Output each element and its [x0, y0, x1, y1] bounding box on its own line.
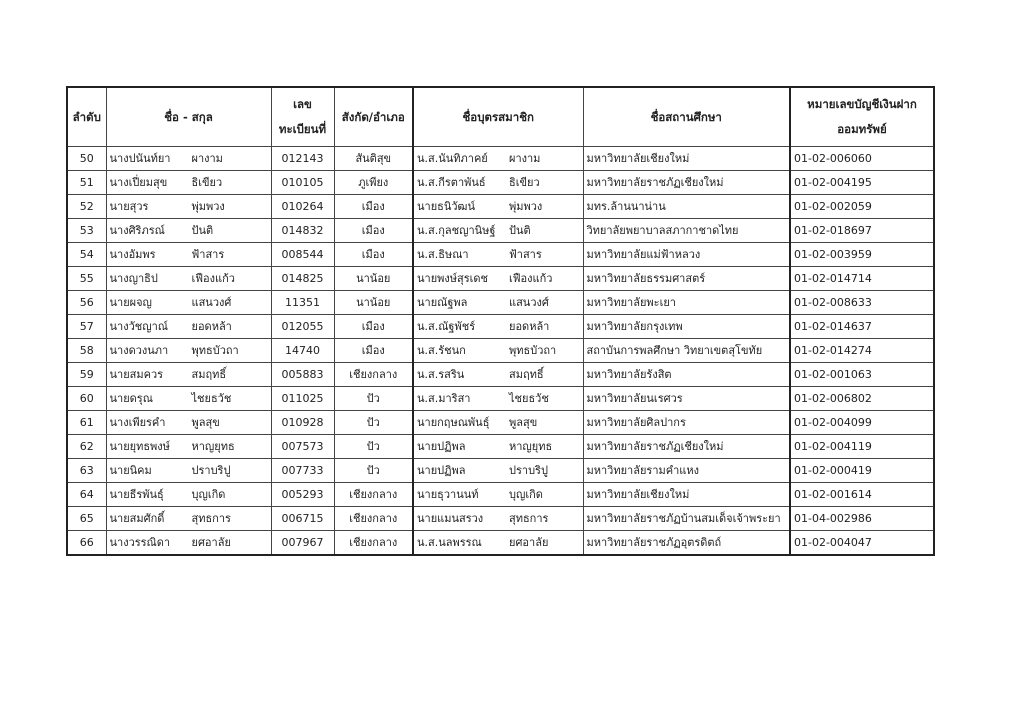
child-last-name: ปราบริปู	[509, 464, 548, 477]
child-last-name: ยอดหล้า	[509, 320, 550, 333]
cell-no: 66	[67, 531, 106, 556]
cell-account: 01-02-004195	[790, 171, 934, 195]
child-first-name: นายแมนสรวง	[417, 512, 484, 525]
cell-reg: 014825	[271, 267, 334, 291]
cell-reg: 007967	[271, 531, 334, 556]
cell-child	[413, 363, 583, 387]
member-first-name: นางศิริภรณ์	[109, 224, 165, 237]
member-last-name: ธิเขียว	[191, 176, 223, 189]
cell-account: 01-02-004099	[790, 411, 934, 435]
cell-no: 56	[67, 291, 106, 315]
cell-school: มหาวิทยาลัยศิลปากร	[583, 411, 790, 435]
cell-school: มหาวิทยาลัยเชียงใหม่	[583, 483, 790, 507]
cell-no: 62	[67, 435, 106, 459]
member-first-name: นางดวงนภา	[109, 344, 169, 357]
cell-school: มหาวิทยาลัยธรรมศาสตร์	[583, 267, 790, 291]
cell-account: 01-02-000419	[790, 459, 934, 483]
child-last-name: พุ่มพวง	[509, 200, 543, 213]
cell-account: 01-02-004119	[790, 435, 934, 459]
child-last-name: ฟ้าสาร	[509, 248, 542, 261]
member-first-name: นางเปี่ยมสุข	[109, 176, 168, 189]
cell-account: 01-02-001614	[790, 483, 934, 507]
member-first-name: นางวัชญาณ์	[109, 320, 168, 333]
member-first-name: นายนิคม	[109, 464, 152, 477]
table-row	[67, 411, 934, 435]
cell-district: เชียงกลาง	[334, 483, 413, 507]
cell-reg: 005293	[271, 483, 334, 507]
member-last-name: สมฤทธิ์	[191, 368, 227, 381]
member-first-name: นายธีรพันธุ์	[109, 488, 164, 501]
cell-reg: 007573	[271, 435, 334, 459]
cell-school: มหาวิทยาลัยพะเยา	[583, 291, 790, 315]
cell-no: 65	[67, 507, 106, 531]
cell-district: เมือง	[334, 195, 413, 219]
member-last-name: ยอดหล้า	[191, 320, 232, 333]
child-last-name: สมฤทธิ์	[509, 368, 544, 381]
cell-reg: 010105	[271, 171, 334, 195]
cell-child	[413, 507, 583, 531]
cell-child	[413, 411, 583, 435]
cell-account: 01-02-008633	[790, 291, 934, 315]
child-last-name: สุทธการ	[509, 512, 549, 525]
cell-child	[413, 435, 583, 459]
cell-name	[106, 291, 271, 315]
cell-child	[413, 459, 583, 483]
cell-reg: 008544	[271, 243, 334, 267]
cell-school: มหาวิทยาลัยแม่ฟ้าหลวง	[583, 243, 790, 267]
child-last-name: หาญยุทธ	[509, 440, 553, 453]
cell-name	[106, 459, 271, 483]
cell-no: 61	[67, 411, 106, 435]
member-last-name: แสนวงศ์	[191, 296, 232, 309]
cell-school: มหาวิทยาลัยรามคำแหง	[583, 459, 790, 483]
table-row	[67, 507, 934, 531]
table-row	[67, 291, 934, 315]
child-first-name: น.ส.รัชนก	[417, 344, 466, 357]
cell-account: 01-02-014637	[790, 315, 934, 339]
table-row	[67, 483, 934, 507]
cell-child	[413, 387, 583, 411]
header-reg-line2: ทะเบียนที่	[278, 122, 327, 136]
cell-no: 54	[67, 243, 106, 267]
cell-reg: 011025	[271, 387, 334, 411]
cell-account: 01-02-014274	[790, 339, 934, 363]
member-last-name: พุ่มพวง	[191, 200, 225, 213]
cell-reg: 012143	[271, 147, 334, 171]
child-first-name: นายพงษ์สุรเดช	[417, 272, 489, 285]
scholarship-table	[66, 86, 935, 556]
member-first-name: นางวรรณิดา	[109, 536, 171, 549]
cell-no: 55	[67, 267, 106, 291]
table-row	[67, 387, 934, 411]
cell-reg: 14740	[271, 339, 334, 363]
cell-school: มทร.ล้านนาน่าน	[583, 195, 790, 219]
header-account-line1: หมายเลขบัญชีเงินฝาก	[807, 97, 917, 111]
table-row	[67, 363, 934, 387]
cell-school: มหาวิทยาลัยราชภัฏเชียงใหม่	[583, 171, 790, 195]
member-last-name: ปันติ	[191, 224, 214, 237]
child-first-name: น.ส.กุลชญานิษฐ์	[417, 224, 496, 237]
member-last-name: เฟืองแก้ว	[191, 272, 235, 285]
member-first-name: นางอัมพร	[109, 248, 156, 261]
cell-name	[106, 435, 271, 459]
cell-name	[106, 531, 271, 556]
cell-no: 57	[67, 315, 106, 339]
cell-district: เมือง	[334, 315, 413, 339]
child-first-name: น.ส.นลพรรณ	[417, 536, 482, 549]
cell-child	[413, 219, 583, 243]
cell-school: มหาวิทยาลัยราชภัฏอุตรดิตถ์	[583, 531, 790, 556]
table-row	[67, 243, 934, 267]
cell-school: มหาวิทยาลัยเชียงใหม่	[583, 147, 790, 171]
table-row	[67, 171, 934, 195]
child-first-name: น.ส.นันทิภาคย์	[417, 152, 488, 165]
cell-school: มหาวิทยาลัยรังสิต	[583, 363, 790, 387]
cell-reg: 005883	[271, 363, 334, 387]
child-first-name: นายธุวานนท์	[417, 488, 479, 501]
child-first-name: น.ส.ธิษณา	[417, 248, 469, 261]
cell-no: 60	[67, 387, 106, 411]
table-row	[67, 267, 934, 291]
member-first-name: นายสมควร	[109, 368, 164, 381]
table-row	[67, 531, 934, 556]
child-last-name: ธิเขียว	[509, 176, 540, 189]
cell-district: เมือง	[334, 219, 413, 243]
cell-account: 01-02-002059	[790, 195, 934, 219]
child-last-name: ยศอาลัย	[509, 536, 549, 549]
cell-name	[106, 411, 271, 435]
member-last-name: บุญเกิด	[191, 488, 226, 501]
cell-child	[413, 243, 583, 267]
cell-no: 50	[67, 147, 106, 171]
child-last-name: ปันติ	[509, 224, 531, 237]
cell-account: 01-02-014714	[790, 267, 934, 291]
member-last-name: ไชยธวัช	[191, 392, 232, 405]
cell-name	[106, 171, 271, 195]
table-row	[67, 219, 934, 243]
table-row	[67, 339, 934, 363]
cell-name	[106, 147, 271, 171]
cell-no: 58	[67, 339, 106, 363]
cell-name	[106, 267, 271, 291]
cell-child	[413, 291, 583, 315]
cell-name	[106, 315, 271, 339]
child-last-name: พูลสุข	[509, 416, 538, 429]
child-last-name: ไชยธวัช	[509, 392, 549, 405]
cell-district: เชียงกลาง	[334, 507, 413, 531]
cell-school: มหาวิทยาลัยราชภัฏเชียงใหม่	[583, 435, 790, 459]
cell-school: สถาบันการพลศึกษา วิทยาเขตสุโขทัย	[583, 339, 790, 363]
header-school: ชื่อสถานศึกษา	[583, 87, 790, 147]
member-last-name: ผางาม	[191, 152, 223, 165]
member-first-name: นายสุวร	[109, 200, 149, 213]
child-last-name: พุทธบัวถา	[509, 344, 557, 357]
cell-reg: 010264	[271, 195, 334, 219]
cell-child	[413, 483, 583, 507]
member-last-name: ยศอาลัย	[191, 536, 231, 549]
child-last-name: เฟืองแก้ว	[509, 272, 553, 285]
cell-reg: 007733	[271, 459, 334, 483]
child-first-name: นายธนิวัฒน์	[417, 200, 476, 213]
header-account-line2: ออมทรัพย์	[837, 122, 887, 136]
cell-account: 01-02-004047	[790, 531, 934, 556]
header-reg	[271, 87, 334, 147]
cell-district: ปัว	[334, 435, 413, 459]
cell-child	[413, 195, 583, 219]
header-child: ชื่อบุตรสมาชิก	[413, 87, 583, 147]
cell-reg: 012055	[271, 315, 334, 339]
member-first-name: นายผจญ	[109, 296, 152, 309]
child-first-name: น.ส.มาริสา	[417, 392, 471, 405]
header-district: สังกัด/อำเภอ	[334, 87, 413, 147]
child-first-name: นายปฏิพล	[417, 440, 466, 453]
cell-reg: 006715	[271, 507, 334, 531]
cell-name	[106, 363, 271, 387]
cell-name	[106, 483, 271, 507]
cell-child	[413, 339, 583, 363]
member-first-name: นายดรุณ	[109, 392, 153, 405]
table-row	[67, 147, 934, 171]
cell-reg: 010928	[271, 411, 334, 435]
header-account	[790, 87, 934, 147]
member-last-name: พุทธบัวถา	[191, 344, 239, 357]
cell-no: 59	[67, 363, 106, 387]
table-body	[67, 147, 934, 556]
cell-name	[106, 219, 271, 243]
member-last-name: สุทธการ	[191, 512, 231, 525]
cell-district: ปัว	[334, 411, 413, 435]
cell-district: ปัว	[334, 387, 413, 411]
cell-district: ภูเพียง	[334, 171, 413, 195]
cell-child	[413, 267, 583, 291]
member-first-name: นางญาธิป	[109, 272, 158, 285]
cell-name	[106, 339, 271, 363]
child-first-name: น.ส.รสริน	[417, 368, 465, 381]
table-row	[67, 435, 934, 459]
cell-district: เชียงกลาง	[334, 531, 413, 556]
cell-name	[106, 387, 271, 411]
header-no: ลำดับ	[67, 87, 106, 147]
table-row	[67, 195, 934, 219]
child-last-name: แสนวงศ์	[509, 296, 549, 309]
table-row	[67, 315, 934, 339]
member-last-name: ปราบริปู	[191, 464, 231, 477]
cell-name	[106, 195, 271, 219]
child-first-name: นายณัฐพล	[417, 296, 468, 309]
cell-district: ปัว	[334, 459, 413, 483]
cell-school: มหาวิทยาลัยนเรศวร	[583, 387, 790, 411]
cell-account: 01-02-003959	[790, 243, 934, 267]
child-last-name: บุญเกิด	[509, 488, 543, 501]
cell-school: มหาวิทยาลัยกรุงเทพ	[583, 315, 790, 339]
child-first-name: นายปฏิพล	[417, 464, 466, 477]
cell-school: วิทยาลัยพยาบาลสภากาชาดไทย	[583, 219, 790, 243]
member-last-name: ฟ้าสาร	[191, 248, 225, 261]
member-first-name: นายยุทธพงษ์	[109, 440, 170, 453]
cell-account: 01-04-002986	[790, 507, 934, 531]
child-last-name: ผางาม	[509, 152, 541, 165]
cell-child	[413, 147, 583, 171]
member-first-name: นายสมศักดิ์	[109, 512, 165, 525]
member-first-name: นางปนันท์ยา	[109, 152, 171, 165]
cell-district: นาน้อย	[334, 291, 413, 315]
header-reg-line1: เลข	[293, 97, 312, 111]
member-last-name: หาญยุทธ	[191, 440, 235, 453]
member-last-name: พูลสุข	[191, 416, 220, 429]
cell-school: มหาวิทยาลัยราชภัฏบ้านสมเด็จเจ้าพระยา	[583, 507, 790, 531]
cell-reg: 11351	[271, 291, 334, 315]
cell-child	[413, 171, 583, 195]
cell-account: 01-02-006060	[790, 147, 934, 171]
cell-district: นาน้อย	[334, 267, 413, 291]
child-first-name: น.ส.ณัฐพัชร์	[417, 320, 476, 333]
table-row	[67, 459, 934, 483]
cell-no: 53	[67, 219, 106, 243]
cell-district: สันติสุข	[334, 147, 413, 171]
member-first-name: นางเพียรคำ	[109, 416, 166, 429]
cell-reg: 014832	[271, 219, 334, 243]
cell-child	[413, 315, 583, 339]
cell-district: เมือง	[334, 339, 413, 363]
cell-no: 52	[67, 195, 106, 219]
cell-name	[106, 243, 271, 267]
cell-no: 63	[67, 459, 106, 483]
child-first-name: นายกฤษณพันธุ์	[417, 416, 490, 429]
cell-no: 64	[67, 483, 106, 507]
cell-district: เมือง	[334, 243, 413, 267]
cell-account: 01-02-018697	[790, 219, 934, 243]
cell-account: 01-02-006802	[790, 387, 934, 411]
header-row	[67, 87, 934, 147]
cell-child	[413, 531, 583, 556]
header-name: ชื่อ - สกุล	[106, 87, 271, 147]
cell-account: 01-02-001063	[790, 363, 934, 387]
cell-no: 51	[67, 171, 106, 195]
child-first-name: น.ส.กีรตาพันธ์	[417, 176, 486, 189]
cell-district: เชียงกลาง	[334, 363, 413, 387]
cell-name	[106, 507, 271, 531]
